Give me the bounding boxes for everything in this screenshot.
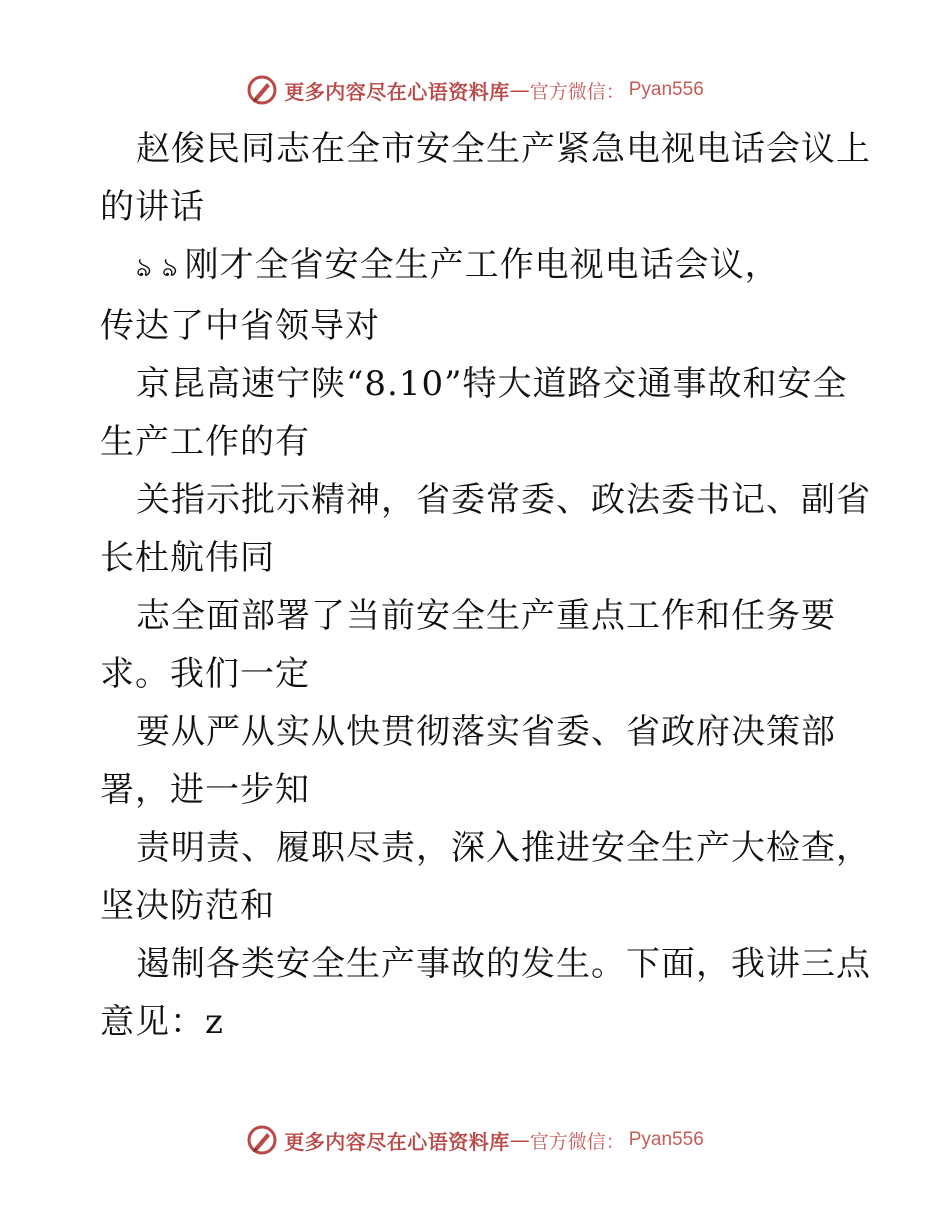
paragraph-line: 志全面部署了当前安全生产重点工作和任务要 xyxy=(136,596,836,636)
paragraph-line: 关指示批示精神，省委常委、政法委书记、副省 xyxy=(136,480,871,520)
paragraph xyxy=(100,236,870,355)
banner-dash: — xyxy=(509,78,530,102)
paragraph-title xyxy=(100,120,870,236)
banner-site-name: 更多内容尽在心语资料库 xyxy=(284,1129,510,1154)
paragraph-line: 责明责、履职尽责，深入推进安全生产大检查， xyxy=(136,828,871,868)
paragraph xyxy=(100,355,870,471)
paragraph-line: 生产工作的有 xyxy=(100,422,310,462)
paragraph-line: 传达了中省领导对 xyxy=(100,306,380,346)
pen-logo-icon xyxy=(246,74,278,106)
paragraph xyxy=(100,471,870,587)
paragraph-line: 京昆高速宁陕“8.10”特大道路交通事故和安全 xyxy=(136,364,848,404)
document-body xyxy=(100,120,870,1051)
paragraph-line: 的讲话 xyxy=(100,187,205,227)
paragraph xyxy=(100,819,870,935)
paragraph xyxy=(100,935,870,1051)
paragraph-line: 赵俊民同志在全市安全生产紧急电视电话会议上 xyxy=(136,129,871,169)
header-banner xyxy=(0,70,950,110)
banner-account: Pyan556 xyxy=(628,1129,704,1150)
paragraph-line: 长杜航伟同 xyxy=(100,538,275,578)
paragraph-line: 求。我们一定 xyxy=(100,654,310,694)
banner-account: Pyan556 xyxy=(628,79,704,100)
pen-logo-icon xyxy=(246,1124,278,1156)
paragraph xyxy=(100,587,870,703)
paragraph-line-with-ornament xyxy=(100,236,870,297)
paragraph-line: 要从严从实从快贯彻落实省委、省政府决策部 xyxy=(136,712,836,752)
ornament-icon: ঌ ঌ xyxy=(136,253,179,283)
banner-channel: 官方微信： xyxy=(529,1130,625,1153)
paragraph-line: 署，进一步知 xyxy=(100,770,310,810)
banner-dash: — xyxy=(509,1128,530,1152)
paragraph-line: 遏制各类安全生产事故的发生。下面，我讲三点 xyxy=(136,944,871,984)
footer-banner xyxy=(0,1120,950,1160)
banner-site-name: 更多内容尽在心语资料库 xyxy=(284,79,510,104)
paragraph-line-text: 刚才全省安全生产工作电视电话会议， xyxy=(184,245,780,285)
banner-channel: 官方微信： xyxy=(529,80,625,103)
paragraph xyxy=(100,703,870,819)
paragraph-line: 坚决防范和 xyxy=(100,886,275,926)
paragraph-line: 意见：z xyxy=(100,1002,224,1042)
